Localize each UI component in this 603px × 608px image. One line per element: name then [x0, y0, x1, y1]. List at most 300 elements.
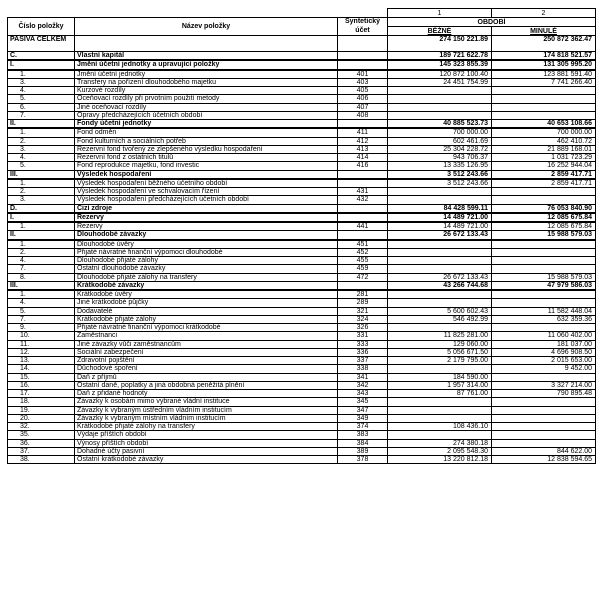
current-period-value — [388, 103, 492, 111]
previous-period-value — [492, 373, 596, 381]
account-code-cell: 321 — [338, 307, 388, 315]
current-period-value: 13 335 126.95 — [388, 162, 492, 170]
current-period-value: 40 885 523.73 — [388, 120, 492, 129]
item-number-cell: I. — [8, 60, 75, 69]
synthetic-header-line-1: Syntetický — [344, 18, 381, 26]
previous-period-value: 9 452.00 — [492, 365, 596, 373]
item-number-cell: 13. — [8, 357, 75, 365]
item-number-cell: 4. — [8, 87, 75, 95]
account-code-cell: 451 — [338, 240, 388, 249]
previous-period-value — [492, 111, 596, 119]
account-code-cell: 331 — [338, 332, 388, 340]
item-number-cell: 4. — [8, 154, 75, 162]
account-code-cell — [338, 231, 388, 240]
item-number-cell: 3. — [8, 145, 75, 153]
previous-period-value — [492, 431, 596, 439]
current-period-value: 13 220 812.18 — [388, 456, 492, 464]
item-number-cell: III. — [8, 281, 75, 290]
table-row — [8, 299, 596, 307]
table-row — [8, 78, 596, 86]
account-code-cell: 431 — [338, 188, 388, 196]
item-number-cell: 2. — [8, 248, 75, 256]
period-number-row — [8, 9, 596, 18]
item-number-cell: 1. — [8, 179, 75, 188]
current-period-value: 189 721 622.78 — [388, 52, 492, 61]
item-name-cell: Výsledek hospodaření předcházejících účetních období — [75, 196, 338, 204]
previous-period-value: 47 979 586.03 — [492, 281, 596, 290]
previous-period-value: 844 622.00 — [492, 447, 596, 455]
previous-period-value: 76 053 840.90 — [492, 204, 596, 213]
current-period-value — [388, 196, 492, 204]
item-number-cell: 11. — [8, 340, 75, 348]
current-period-value: 43 266 744.68 — [388, 281, 492, 290]
item-name-cell: Daň z přidané hodnoty — [75, 390, 338, 398]
item-number-cell: D. — [8, 204, 75, 213]
table-row — [8, 240, 596, 249]
current-period-value: 145 323 855.39 — [388, 60, 492, 69]
current-period-value: 546 492.99 — [388, 315, 492, 323]
account-code-cell: 345 — [338, 398, 388, 406]
account-code-cell: 374 — [338, 423, 388, 431]
table-row — [8, 162, 596, 170]
table-row — [8, 188, 596, 196]
current-period-value — [388, 95, 492, 103]
table-row — [8, 120, 596, 129]
item-number-cell: 19. — [8, 406, 75, 414]
item-number-cell: 36. — [8, 439, 75, 447]
previous-period-value — [492, 290, 596, 299]
account-code-cell — [338, 170, 388, 179]
current-period-value: 274 380.18 — [388, 439, 492, 447]
current-period-value: 24 451 754.99 — [388, 78, 492, 86]
table-row — [8, 103, 596, 111]
item-name-cell: Dlouhodobé přijaté zálohy na transfery — [75, 273, 338, 281]
account-code-cell: 459 — [338, 265, 388, 273]
previous-period-value: 15 988 579.03 — [492, 273, 596, 281]
item-number-cell: 8. — [8, 273, 75, 281]
item-name-header: Název položky — [75, 18, 338, 36]
table-row — [8, 381, 596, 389]
item-name-cell: Dodavatelé — [75, 307, 338, 315]
current-period-value: 2 095 548.30 — [388, 447, 492, 455]
previous-period-value — [492, 103, 596, 111]
current-period-value: 1 957 314.00 — [388, 381, 492, 389]
item-name-cell: Výsledek hospodaření běžného účetního období — [75, 179, 338, 188]
current-period-value: 120 872 100.40 — [388, 70, 492, 79]
account-code-cell: 413 — [338, 145, 388, 153]
current-period-value: 3 512 243.66 — [388, 170, 492, 179]
item-name-cell: Jiné krátkodobé půjčky — [75, 299, 338, 307]
current-period-value — [388, 248, 492, 256]
column-number-2: 2 — [492, 9, 596, 18]
account-code-cell — [338, 36, 388, 52]
table-row — [8, 36, 596, 52]
previous-period-value: 181 037.00 — [492, 340, 596, 348]
previous-period-value: 632 359.36 — [492, 315, 596, 323]
previous-period-value: 131 305 995.20 — [492, 60, 596, 69]
item-name-cell: Rezervy — [75, 222, 338, 231]
current-period-value: 943 706.37 — [388, 154, 492, 162]
item-name-cell: Rezervní fond z ostatních titulů — [75, 154, 338, 162]
item-name-cell: Krátkodobé úvěry — [75, 290, 338, 299]
table-row — [8, 257, 596, 265]
previous-period-value — [492, 196, 596, 204]
previous-period-header: MINULÉ — [492, 27, 596, 36]
item-number-cell: II. — [8, 231, 75, 240]
item-name-cell: Důchodové spoření — [75, 365, 338, 373]
current-period-value: 108 436.10 — [388, 423, 492, 431]
previous-period-value — [492, 299, 596, 307]
item-number-cell: 2. — [8, 137, 75, 145]
item-number-cell: 12. — [8, 348, 75, 356]
table-row — [8, 357, 596, 365]
previous-period-value: 40 653 108.66 — [492, 120, 596, 129]
account-code-cell — [338, 204, 388, 213]
table-row — [8, 95, 596, 103]
table-row — [8, 431, 596, 439]
current-period-value: 14 489 721.00 — [388, 213, 492, 222]
current-period-value: 25 304 228.72 — [388, 145, 492, 153]
account-code-cell: 452 — [338, 248, 388, 256]
item-name-cell: Dlouhodobé přijaté zálohy — [75, 257, 338, 265]
item-name-cell: Jiné závazky vůči zaměstnancům — [75, 340, 338, 348]
item-name-cell: Fond reprodukce majetku, fond investic — [75, 162, 338, 170]
current-period-value: 274 150 221.89 — [388, 36, 492, 52]
item-name-cell: Ostatní daně, poplatky a jiná obdobná peněžitá plnění — [75, 381, 338, 389]
current-period-value — [388, 240, 492, 249]
item-name-cell: Daň z příjmů — [75, 373, 338, 381]
previous-period-value: 21 889 168.01 — [492, 145, 596, 153]
current-period-value — [388, 188, 492, 196]
item-name-cell: Vlastní kapitál — [75, 52, 338, 61]
account-code-cell: 416 — [338, 162, 388, 170]
current-period-value — [388, 265, 492, 273]
item-number-cell: 4. — [8, 299, 75, 307]
item-name-cell: Rezervy — [75, 213, 338, 222]
account-code-cell: 411 — [338, 128, 388, 137]
table-row — [8, 414, 596, 422]
item-name-cell: Krátkodobé přijaté zálohy na transfery — [75, 423, 338, 431]
table-row — [8, 439, 596, 447]
previous-period-value — [492, 240, 596, 249]
table-row — [8, 213, 596, 222]
previous-period-value — [492, 423, 596, 431]
table-row — [8, 60, 596, 69]
current-period-value: 84 428 599.11 — [388, 204, 492, 213]
account-code-cell — [338, 213, 388, 222]
previous-period-value — [492, 188, 596, 196]
account-code-cell — [338, 52, 388, 61]
account-code-cell: 378 — [338, 456, 388, 464]
balance-sheet — [7, 8, 595, 464]
table-row — [8, 307, 596, 315]
item-number-cell: 18. — [8, 398, 75, 406]
period-header: OBDOBÍ — [388, 18, 596, 27]
account-code-cell: 349 — [338, 414, 388, 422]
current-period-value — [388, 324, 492, 332]
item-name-cell: Přijaté návratné finanční výpomoci dlouhodobé — [75, 248, 338, 256]
previous-period-value — [492, 324, 596, 332]
item-number-cell: 35. — [8, 431, 75, 439]
previous-period-value: 700 000.00 — [492, 128, 596, 137]
current-period-value — [388, 257, 492, 265]
account-code-cell — [338, 60, 388, 69]
table-row — [8, 222, 596, 231]
item-number-cell: 3. — [8, 78, 75, 86]
account-code-cell: 324 — [338, 315, 388, 323]
item-number-cell: 1. — [8, 222, 75, 231]
table-row — [8, 52, 596, 61]
item-number-cell: 17. — [8, 390, 75, 398]
item-name-cell: Závazky k vybraným ústředním vládním institucím — [75, 406, 338, 414]
previous-period-value — [492, 265, 596, 273]
table-row — [8, 348, 596, 356]
item-number-cell: 1. — [8, 128, 75, 137]
account-code-cell: 432 — [338, 196, 388, 204]
item-number-cell: 3. — [8, 196, 75, 204]
item-name-cell: Dlouhodobé úvěry — [75, 240, 338, 249]
item-number-cell: 15. — [8, 373, 75, 381]
account-code-cell: 383 — [338, 431, 388, 439]
previous-period-value: 2 859 417.71 — [492, 170, 596, 179]
current-period-value — [388, 290, 492, 299]
item-name-cell: Ostatní dlouhodobé závazky — [75, 265, 338, 273]
table-row — [8, 456, 596, 464]
table-row — [8, 111, 596, 119]
account-code-cell — [338, 179, 388, 188]
item-number-cell: 5. — [8, 95, 75, 103]
current-period-value — [388, 431, 492, 439]
account-code-cell: 405 — [338, 87, 388, 95]
table-row — [8, 281, 596, 290]
account-code-cell: 337 — [338, 357, 388, 365]
account-code-cell: 472 — [338, 273, 388, 281]
current-period-value: 26 672 133.43 — [388, 231, 492, 240]
previous-period-value: 15 988 579.03 — [492, 231, 596, 240]
table-row — [8, 204, 596, 213]
table-row — [8, 332, 596, 340]
current-period-value: 700 000.00 — [388, 128, 492, 137]
table-row — [8, 170, 596, 179]
current-period-header: BĚŽNÉ — [388, 27, 492, 36]
current-period-value: 5 056 671.50 — [388, 348, 492, 356]
account-code-cell: 281 — [338, 290, 388, 299]
current-period-value — [388, 406, 492, 414]
account-code-cell — [338, 281, 388, 290]
table-row — [8, 231, 596, 240]
item-name-cell: Krátkodobé závazky — [75, 281, 338, 290]
current-period-value — [388, 87, 492, 95]
item-name-cell: Fond odměn — [75, 128, 338, 137]
previous-period-value — [492, 398, 596, 406]
item-number-cell: 7. — [8, 111, 75, 119]
previous-period-value: 2 015 653.00 — [492, 357, 596, 365]
table-row — [8, 137, 596, 145]
item-name-cell: Závazky k osobám mimo vybrané vládní instituce — [75, 398, 338, 406]
table-row — [8, 265, 596, 273]
account-code-cell: 455 — [338, 257, 388, 265]
previous-period-value: 12 085 675.84 — [492, 213, 596, 222]
current-period-value — [388, 111, 492, 119]
item-name-cell: Přijaté návratné finanční výpomoci krátkodobé — [75, 324, 338, 332]
item-name-cell: Výnosy příštích období — [75, 439, 338, 447]
table-row — [8, 423, 596, 431]
item-name-cell: Dohadné účty pasivní — [75, 447, 338, 455]
account-code-cell: 408 — [338, 111, 388, 119]
current-period-value — [388, 398, 492, 406]
liabilities-table — [7, 8, 596, 464]
item-name-cell: Jmění účetní jednotky a upravující položky — [75, 60, 338, 69]
account-code-cell: 343 — [338, 390, 388, 398]
item-number-cell: 10. — [8, 332, 75, 340]
item-name-cell: Výdaje příštích období — [75, 431, 338, 439]
previous-period-value — [492, 439, 596, 447]
account-code-cell: 342 — [338, 381, 388, 389]
item-number-cell: 38. — [8, 456, 75, 464]
item-number-cell: III. — [8, 170, 75, 179]
account-code-cell — [338, 120, 388, 129]
account-code-cell: 326 — [338, 324, 388, 332]
item-name-cell: Dlouhodobé závazky — [75, 231, 338, 240]
table-row — [8, 398, 596, 406]
item-number-cell: 4. — [8, 257, 75, 265]
item-number-cell: 2. — [8, 188, 75, 196]
table-row — [8, 290, 596, 299]
item-number-cell: 1. — [8, 240, 75, 249]
current-period-value: 5 600 602.43 — [388, 307, 492, 315]
table-row — [8, 324, 596, 332]
previous-period-value — [492, 414, 596, 422]
previous-period-value: 12 838 594.65 — [492, 456, 596, 464]
table-row — [8, 248, 596, 256]
account-code-cell: 412 — [338, 137, 388, 145]
item-name-cell: Jmění účetní jednotky — [75, 70, 338, 79]
table-row — [8, 273, 596, 281]
item-number-cell: 37. — [8, 447, 75, 455]
current-period-value: 87 761.00 — [388, 390, 492, 398]
previous-period-value — [492, 257, 596, 265]
item-name-cell: Závazky k vybraným místním vládním institucím — [75, 414, 338, 422]
current-period-value: 3 512 243.66 — [388, 179, 492, 188]
column-number-1: 1 — [388, 9, 492, 18]
item-number-cell: 7. — [8, 315, 75, 323]
account-code-cell: 333 — [338, 340, 388, 348]
item-name-cell: Krátkodobé přijaté zálohy — [75, 315, 338, 323]
item-name-cell — [75, 36, 338, 52]
synthetic-header-line-2: účet — [355, 26, 370, 34]
account-code-cell: 389 — [338, 447, 388, 455]
item-name-cell: Transfery na pořízení dlouhodobého majetku — [75, 78, 338, 86]
item-number-cell: C. — [8, 52, 75, 61]
account-code-cell: 338 — [338, 365, 388, 373]
account-code-cell: 289 — [338, 299, 388, 307]
item-number-cell: 14. — [8, 365, 75, 373]
previous-period-value: 790 895.48 — [492, 390, 596, 398]
item-name-cell: Oceňovací rozdíly při prvotním použití metody — [75, 95, 338, 103]
previous-period-value: 1 031 723.29 — [492, 154, 596, 162]
previous-period-value — [492, 406, 596, 414]
table-row — [8, 340, 596, 348]
table-row — [8, 70, 596, 79]
current-period-value: 129 060.00 — [388, 340, 492, 348]
item-number-cell: 9. — [8, 324, 75, 332]
previous-period-value: 250 872 362.47 — [492, 36, 596, 52]
item-number-cell: 6. — [8, 103, 75, 111]
account-code-cell: 406 — [338, 95, 388, 103]
item-name-cell: Výsledek hospodaření — [75, 170, 338, 179]
table-row — [8, 373, 596, 381]
account-code-cell: 384 — [338, 439, 388, 447]
previous-period-value: 174 818 521.57 — [492, 52, 596, 61]
item-name-cell: Fondy účetní jednotky — [75, 120, 338, 129]
item-number-cell: I. — [8, 213, 75, 222]
item-number-cell: 20. — [8, 414, 75, 422]
table-row — [8, 315, 596, 323]
previous-period-value: 462 410.72 — [492, 137, 596, 145]
previous-period-value: 16 252 944.04 — [492, 162, 596, 170]
item-name-cell: Sociální zabezpečení — [75, 348, 338, 356]
previous-period-value: 11 582 448.04 — [492, 307, 596, 315]
previous-period-value — [492, 248, 596, 256]
account-code-cell: 401 — [338, 70, 388, 79]
item-number-cell: 7. — [8, 265, 75, 273]
current-period-value: 14 489 721.00 — [388, 222, 492, 231]
item-number-cell: 5. — [8, 307, 75, 315]
previous-period-value: 3 327 214.00 — [492, 381, 596, 389]
item-number-cell: 32. — [8, 423, 75, 431]
table-row — [8, 154, 596, 162]
item-number-cell: 16. — [8, 381, 75, 389]
previous-period-value: 12 085 675.84 — [492, 222, 596, 231]
table-row — [8, 365, 596, 373]
item-number-cell: 1. — [8, 70, 75, 79]
item-name-cell: Ostatní krátkodobé závazky — [75, 456, 338, 464]
table-row — [8, 406, 596, 414]
item-number-cell: 5. — [8, 162, 75, 170]
previous-period-value: 123 881 591.40 — [492, 70, 596, 79]
previous-period-value: 7 741 266.40 — [492, 78, 596, 86]
item-name-cell: Jiné oceňovací rozdíly — [75, 103, 338, 111]
item-name-cell: Cizí zdroje — [75, 204, 338, 213]
account-code-cell: 441 — [338, 222, 388, 231]
current-period-value — [388, 414, 492, 422]
current-period-value: 184 590.00 — [388, 373, 492, 381]
table-row — [8, 390, 596, 398]
item-name-cell: Zdravotní pojištění — [75, 357, 338, 365]
account-code-cell: 414 — [338, 154, 388, 162]
current-period-value: 602 461.69 — [388, 137, 492, 145]
period-label-row — [8, 18, 596, 27]
account-code-cell: 407 — [338, 103, 388, 111]
item-name-cell: Rezervní fond tvořený ze zlepšeného výsledku hospodaření — [75, 145, 338, 153]
table-row — [8, 447, 596, 455]
item-name-cell: Kurzové rozdíly — [75, 87, 338, 95]
item-name-cell: Fond kulturních a sociálních potřeb — [75, 137, 338, 145]
table-row — [8, 145, 596, 153]
previous-period-value — [492, 95, 596, 103]
item-number-header: Číslo položky — [8, 18, 75, 36]
current-period-value: 26 672 133.43 — [388, 273, 492, 281]
previous-period-value: 11 060 402.00 — [492, 332, 596, 340]
table-row — [8, 179, 596, 188]
current-period-value: 11 825 281.00 — [388, 332, 492, 340]
synthetic-account-header — [338, 18, 388, 36]
current-period-value — [388, 365, 492, 373]
current-period-value: 2 179 795.00 — [388, 357, 492, 365]
table-row — [8, 87, 596, 95]
account-code-cell: 347 — [338, 406, 388, 414]
account-code-cell: 336 — [338, 348, 388, 356]
